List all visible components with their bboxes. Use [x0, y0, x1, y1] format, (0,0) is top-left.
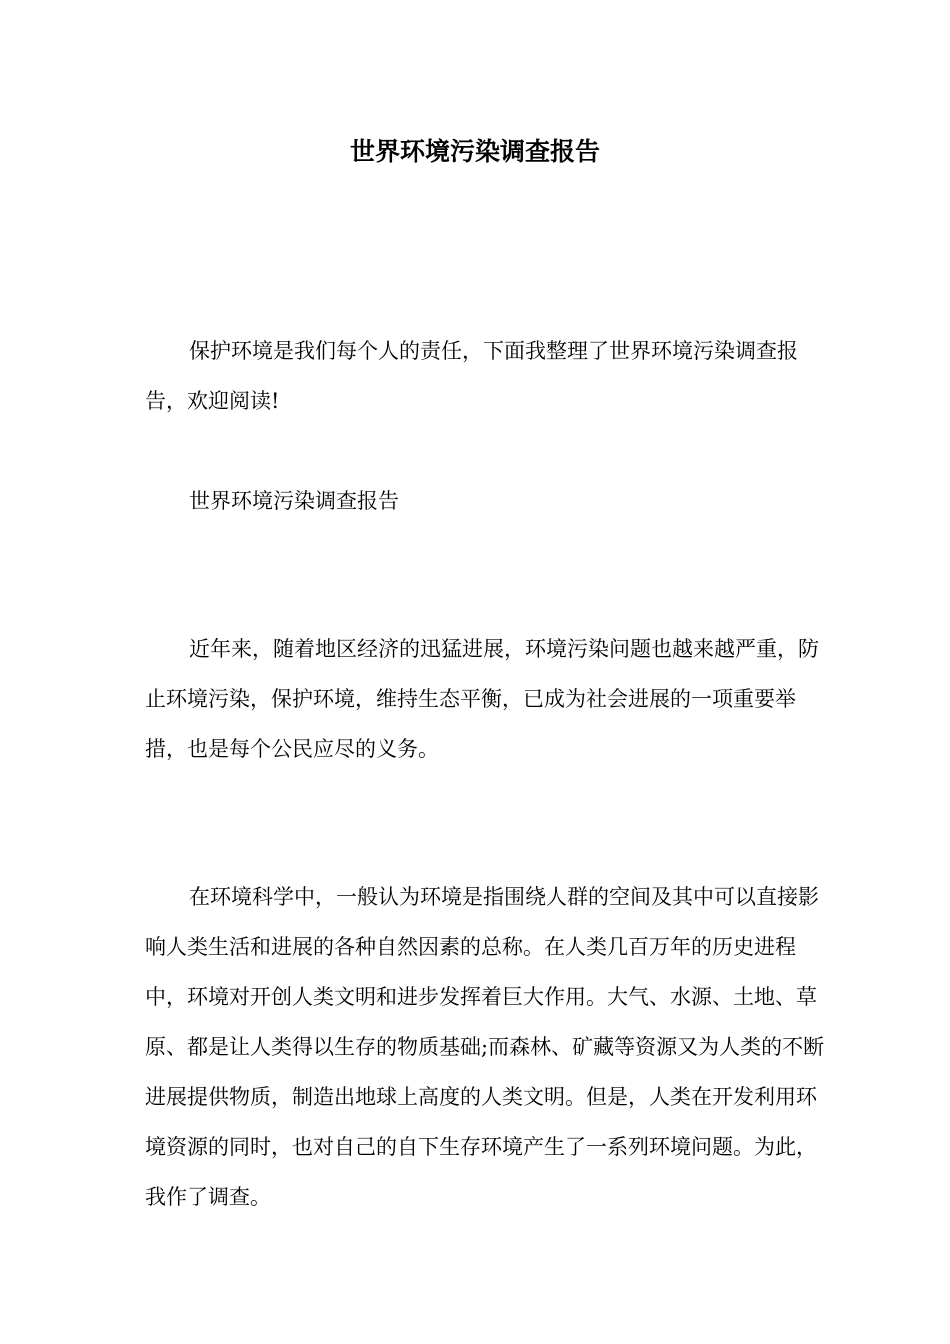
- document-title: 世界环境污染调查报告: [349, 137, 600, 166]
- body-paragraph-environment-science: 在环境科学中，一般认为环境是指围绕人群的空间及其中可以直接影响人类生活和进展的各种自然因素的总称。在人类几百万年的历史进程中，环境对开创人类文明和进步发挥着巨大作用。大气、水源、土地、草原、都是让人类得以生存的物质基础;而森林、矿藏等资源又为人类的不断进展提供物质，制造出地球上高度的人类文明。但是，人类在开发利用环境资源的同时，也对自己的自下生存环境产生了一系列环境问题。为此，我作了调查。: [145, 885, 825, 1209]
- section-heading-paragraph: 世界环境污染调查报告: [189, 489, 399, 513]
- body-paragraph-pollution: 近年来，随着地区经济的迅猛进展，环境污染问题也越来越严重，防止环境污染，保护环境，维持生态平衡，已成为社会进展的一项重要举措，也是每个公民应尽的义务。: [145, 637, 819, 761]
- intro-paragraph: 保护环境是我们每个人的责任，下面我整理了世界环境污染调查报告，欢迎阅读!: [145, 339, 798, 413]
